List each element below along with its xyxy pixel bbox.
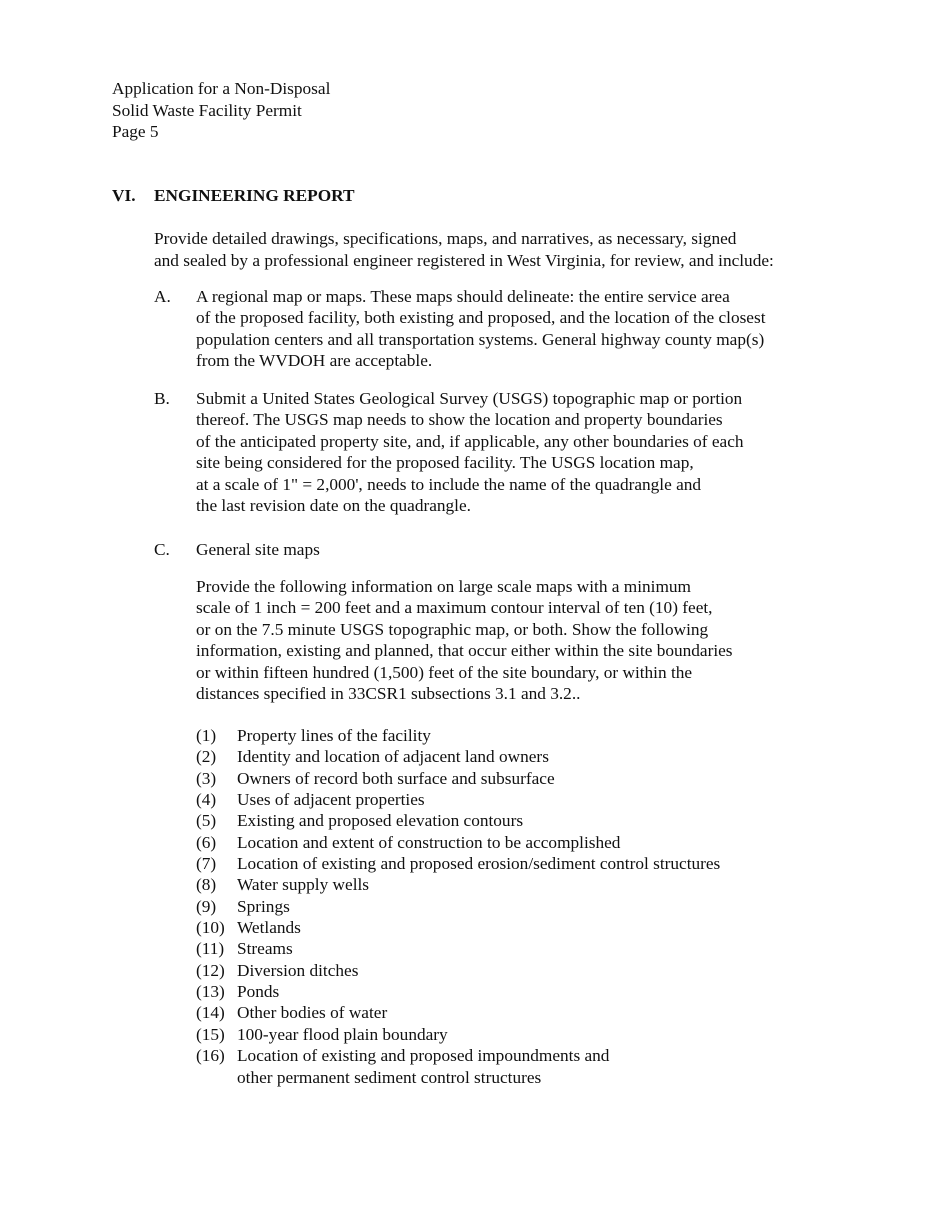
item-line: A regional map or maps. These maps should delineate: the entire service area	[196, 287, 730, 306]
list-item	[196, 981, 720, 1002]
item-line: site being considered for the proposed facility. The USGS location map,	[196, 453, 694, 473]
list-item-line: Location of existing and proposed impoundments and	[237, 1046, 610, 1066]
item-letter: B.	[154, 389, 170, 408]
paragraph-line: distances specified in 33CSR1 subsections 3.1 and 3.2..	[196, 684, 581, 704]
list-item	[196, 725, 720, 746]
list-item	[196, 1002, 720, 1023]
list-item-line: Uses of adjacent properties	[237, 790, 425, 810]
item-letter: A.	[154, 287, 171, 306]
item-letter: C.	[154, 540, 170, 559]
list-item-line: Owners of record both surface and subsurface	[237, 768, 555, 788]
site-map-requirements-list	[196, 725, 720, 1088]
item-body	[196, 539, 320, 560]
intro-line: Provide detailed drawings, specifications, maps, and narratives, as necessary, signed	[154, 229, 737, 248]
list-item-number: (4)	[196, 790, 217, 810]
item-line: Submit a United States Geological Survey (USGS) topographic map or portion	[196, 389, 743, 408]
paragraph-line: information, existing and planned, that occur either within the site boundaries	[196, 641, 733, 661]
list-item-line: Streams	[237, 939, 293, 959]
item-b	[154, 388, 744, 516]
list-item	[196, 853, 720, 874]
section-number: VI.	[112, 186, 136, 205]
list-item	[196, 832, 720, 853]
item-body	[196, 388, 744, 516]
item-line: from the WVDOH are acceptable.	[196, 351, 433, 371]
page-number: Page 5	[112, 122, 159, 141]
list-item-text	[237, 789, 425, 810]
list-item-line: Existing and proposed elevation contours	[237, 811, 524, 831]
list-item-number: (9)	[196, 896, 217, 916]
paragraph-line: or within fifteen hundred (1,500) feet of the site boundary, or within the	[196, 662, 693, 682]
list-item-text	[237, 981, 279, 1002]
item-c	[154, 539, 320, 560]
list-item-line: Ponds	[237, 982, 280, 1002]
list-item-line: Identity and location of adjacent land owners	[237, 747, 549, 767]
item-line: the last revision date on the quadrangle.	[196, 496, 471, 516]
item-c-paragraph	[196, 576, 733, 704]
list-item	[196, 917, 720, 938]
list-item-text	[237, 832, 620, 853]
item-title: General site maps	[196, 540, 320, 559]
paragraph-line: scale of 1 inch = 200 feet and a maximum contour interval of ten (10) feet,	[196, 598, 713, 618]
list-item-line: Wetlands	[237, 918, 301, 938]
list-item-number: (2)	[196, 747, 217, 767]
list-item-text	[237, 874, 369, 895]
list-item-text	[237, 746, 549, 767]
list-item	[196, 810, 720, 831]
header-line: Application for a Non-Disposal	[112, 79, 331, 98]
list-item-line: Springs	[237, 896, 290, 916]
list-item	[196, 768, 720, 789]
list-item	[196, 874, 720, 895]
list-item	[196, 746, 720, 767]
item-line: of the anticipated property site, and, if applicable, any other boundaries of each	[196, 431, 744, 451]
intro-line: and sealed by a professional engineer registered in West Virginia, for review, and include:	[154, 250, 774, 270]
item-body	[196, 286, 766, 372]
item-a	[154, 286, 766, 372]
list-item-text	[237, 810, 523, 831]
list-item-text	[237, 917, 301, 938]
section-title: ENGINEERING REPORT	[154, 186, 355, 205]
list-item-line: other permanent sediment control structures	[237, 1067, 542, 1087]
list-item-text	[237, 960, 358, 981]
list-item-number: (10)	[196, 918, 225, 938]
list-item-number: (6)	[196, 832, 217, 852]
list-item-text	[237, 853, 720, 874]
paragraph-line: Provide the following information on large scale maps with a minimum	[196, 577, 691, 596]
list-item-number: (8)	[196, 875, 217, 895]
list-item-number: (16)	[196, 1046, 225, 1066]
section-intro	[154, 228, 774, 271]
list-item	[196, 1024, 720, 1045]
list-item-line: Water supply wells	[237, 875, 370, 895]
list-item-number: (7)	[196, 854, 217, 874]
list-item-number: (15)	[196, 1024, 225, 1044]
list-item-line: Location and extent of construction to be accomplished	[237, 832, 621, 852]
list-item-line: Other bodies of water	[237, 1003, 388, 1023]
list-item-text	[237, 896, 290, 917]
list-item-text	[237, 1045, 609, 1088]
list-item-number: (12)	[196, 960, 225, 980]
list-item	[196, 1045, 720, 1088]
list-item-text	[237, 938, 293, 959]
list-item-text	[237, 1024, 448, 1045]
list-item	[196, 960, 720, 981]
item-line: thereof. The USGS map needs to show the location and property boundaries	[196, 410, 723, 430]
list-item-text	[237, 725, 431, 746]
list-item-text	[237, 768, 555, 789]
list-item-line: Property lines of the facility	[237, 726, 431, 745]
list-item-number: (1)	[196, 726, 217, 745]
section-heading	[112, 185, 355, 207]
header-line: Solid Waste Facility Permit	[112, 100, 302, 120]
item-line: at a scale of 1" = 2,000', needs to include the name of the quadrangle and	[196, 474, 702, 494]
list-item-number: (14)	[196, 1003, 225, 1023]
list-item-number: (13)	[196, 982, 225, 1002]
list-item	[196, 789, 720, 810]
list-item-line: Location of existing and proposed erosion/sediment control structures	[237, 854, 721, 874]
item-line: population centers and all transportation systems. General highway county map(s)	[196, 329, 765, 349]
list-item-line: 100-year flood plain boundary	[237, 1024, 448, 1044]
paragraph-line: or on the 7.5 minute USGS topographic map, or both. Show the following	[196, 619, 709, 639]
list-item-number: (5)	[196, 811, 217, 831]
item-line: of the proposed facility, both existing and proposed, and the location of the closest	[196, 308, 766, 328]
list-item-line: Diversion ditches	[237, 960, 359, 980]
list-item-text	[237, 1002, 387, 1023]
list-item	[196, 896, 720, 917]
document-header	[112, 78, 330, 143]
list-item-number: (3)	[196, 768, 217, 788]
list-item	[196, 938, 720, 959]
list-item-number: (11)	[196, 939, 225, 959]
